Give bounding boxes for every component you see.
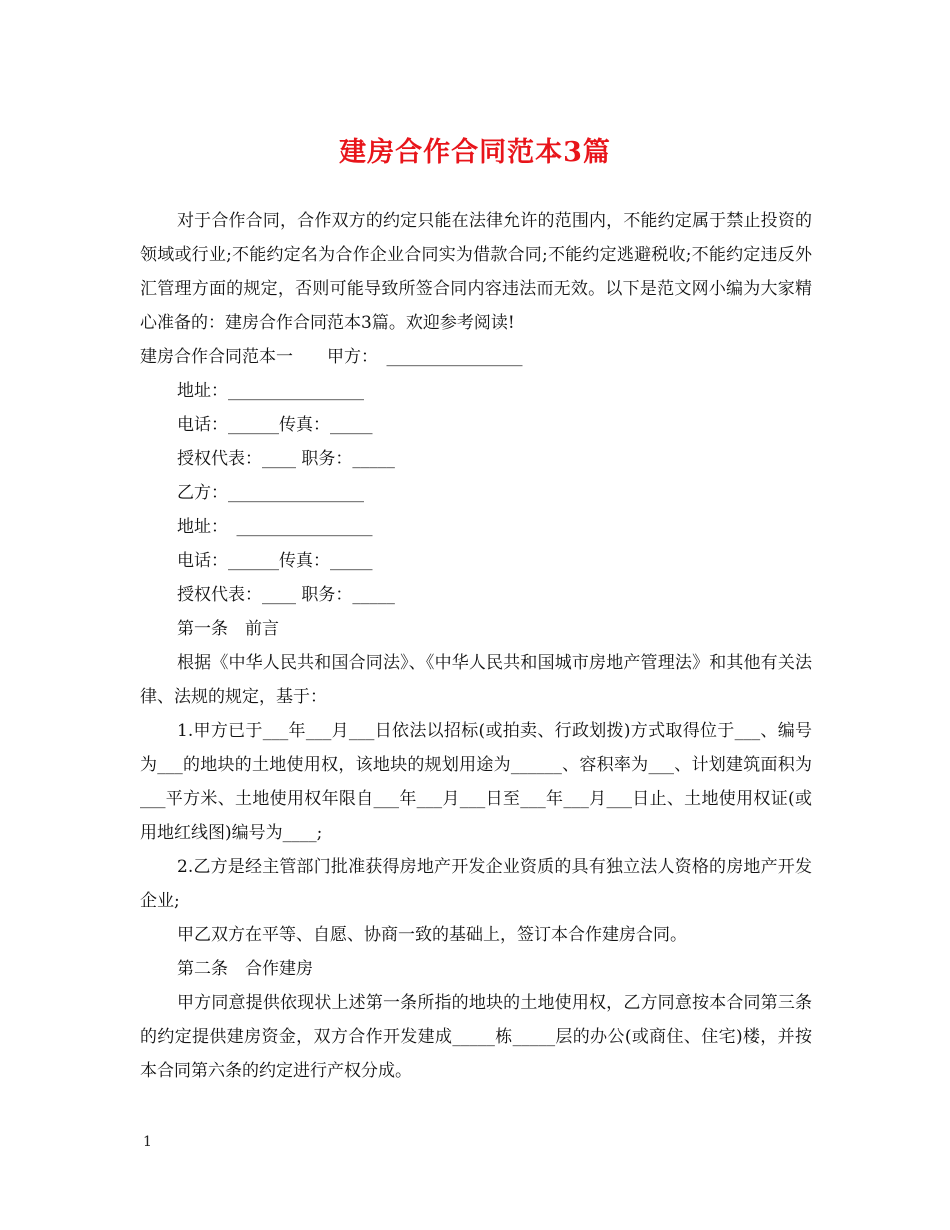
document-title: 建房合作合同范本3篇: [339, 137, 611, 168]
article-2-heading: 第二条 合作建房: [177, 959, 313, 979]
party-b-representative: 授权代表：____ 职务：_____: [177, 585, 395, 605]
cooperation-paragraph: 甲方同意提供依现状上述第一条所指的地块的土地使用权，乙方同意按本合同第三条的约定提供建房资金，双方合作开发建成_____栋_____层的办公(或商住、住宅)楼，并按本合同第六条的约定进行产权分成。: [140, 993, 812, 1081]
party-b: 乙方：________________: [177, 483, 364, 503]
article-1-heading: 第一条 前言: [177, 619, 279, 639]
document-body: [140, 204, 812, 1088]
party-a-address: 地址：________________: [177, 381, 364, 401]
party-a-representative: 授权代表：____ 职务：_____: [177, 449, 395, 469]
party-b-address: 地址： ________________: [177, 517, 373, 537]
page-number: 1: [143, 1134, 152, 1150]
intro-paragraph: 对于合作合同，合作双方的约定只能在法律允许的范围内，不能约定属于禁止投资的领域或行业;不能约定名为合作企业合同实为借款合同;不能约定逃避税收;不能约定违反外汇管理方面的规定，否则可能导致所签合同内容违法而无效。以下是范文网小编为大家精心准备的：建房合作合同范本3篇。欢迎参考阅读!: [140, 211, 812, 333]
party-b-phone-fax: 电话：______传真：_____: [177, 551, 373, 571]
party-a-phone-fax: 电话：______传真：_____: [177, 415, 373, 435]
basis-paragraph: 根据《中华人民共和国合同法》、《中华人民共和国城市房地产管理法》和其他有关法律、法规的规定，基于：: [140, 653, 812, 707]
item-1-paragraph: 1.甲方已于___年___月___日依法以招标(或拍卖、行政划拨)方式取得位于___、编号为___的地块的土地使用权，该地块的规划用途为______、容积率为___、计划建筑面积为___平方米、土地使用权年限自___年___月___日至___年___月___日止、土地使用权证(或用地红线图)编号为____;: [140, 721, 812, 843]
item-2-paragraph: 2.乙方是经主管部门批准获得房地产开发企业资质的具有独立法人资格的房地产开发企业;: [140, 857, 812, 911]
contract-heading-party-a: 建房合作合同范本一 甲方： ________________: [140, 347, 523, 367]
agreement-paragraph: 甲乙双方在平等、自愿、协商一致的基础上，签订本合作建房合同。: [177, 925, 687, 945]
